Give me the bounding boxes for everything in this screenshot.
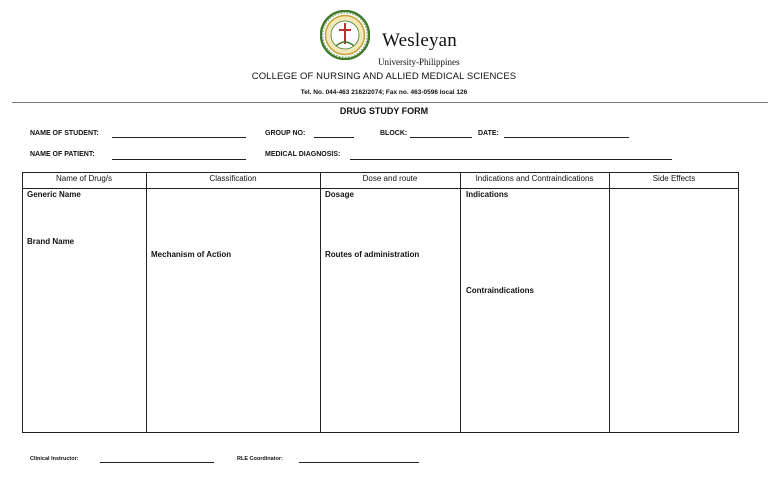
patient-name-field[interactable] bbox=[112, 159, 246, 160]
student-name-field[interactable] bbox=[112, 137, 246, 138]
contraindications-label: Contraindications bbox=[466, 286, 535, 295]
rle-coordinator-signature-line[interactable] bbox=[299, 462, 419, 463]
routes-of-administration-label: Routes of administration bbox=[325, 250, 420, 259]
clinical-instructor-label: Clinical Instructor: bbox=[30, 456, 79, 462]
dosage-label: Dosage bbox=[325, 190, 354, 199]
rle-coordinator-label: RLE Coordinator: bbox=[237, 456, 283, 462]
date-label: DATE: bbox=[478, 130, 499, 137]
block-field[interactable] bbox=[410, 137, 472, 138]
group-no-field[interactable] bbox=[314, 137, 354, 138]
form-title: DRUG STUDY FORM bbox=[339, 106, 429, 116]
mechanism-of-action-label: Mechanism of Action bbox=[151, 250, 232, 259]
brand-name-label: Brand Name bbox=[27, 237, 75, 246]
block-label: BLOCK: bbox=[380, 130, 408, 137]
date-field[interactable] bbox=[504, 137, 629, 138]
column-divider-3 bbox=[460, 172, 461, 433]
contact-info: Tel. No. 044-463 2162/2074; Fax no. 463-0596 local 126 bbox=[300, 89, 468, 96]
group-no-label: GROUP NO: bbox=[265, 130, 306, 137]
header-dose-and-route: Dose and route bbox=[362, 174, 418, 183]
university-subtitle: University-Philippines bbox=[378, 57, 460, 67]
drug-study-table bbox=[22, 172, 739, 433]
college-name: COLLEGE OF NURSING AND ALLIED MEDICAL SCIENCES bbox=[251, 71, 517, 82]
medical-diagnosis-field[interactable] bbox=[350, 159, 672, 160]
clinical-instructor-signature-line[interactable] bbox=[100, 462, 214, 463]
column-divider-4 bbox=[609, 172, 610, 433]
university-name: Wesleyan bbox=[382, 30, 457, 51]
university-seal-logo bbox=[320, 10, 370, 60]
header-indications: Indications and Contraindications bbox=[475, 174, 594, 183]
header-name-of-drug: Name of Drug/s bbox=[55, 174, 113, 183]
student-name-label: NAME OF STUDENT: bbox=[30, 130, 99, 137]
column-divider-1 bbox=[146, 172, 147, 433]
table-header-divider bbox=[22, 188, 739, 189]
header-side-effects: Side Effects bbox=[652, 174, 696, 183]
generic-name-label: Generic Name bbox=[27, 190, 81, 199]
header-divider bbox=[12, 102, 768, 103]
header-classification: Classification bbox=[209, 174, 257, 183]
patient-name-label: NAME OF PATIENT: bbox=[30, 151, 95, 158]
medical-diagnosis-label: MEDICAL DIAGNOSIS: bbox=[265, 151, 341, 158]
column-divider-2 bbox=[320, 172, 321, 433]
indications-label: Indications bbox=[466, 190, 509, 199]
